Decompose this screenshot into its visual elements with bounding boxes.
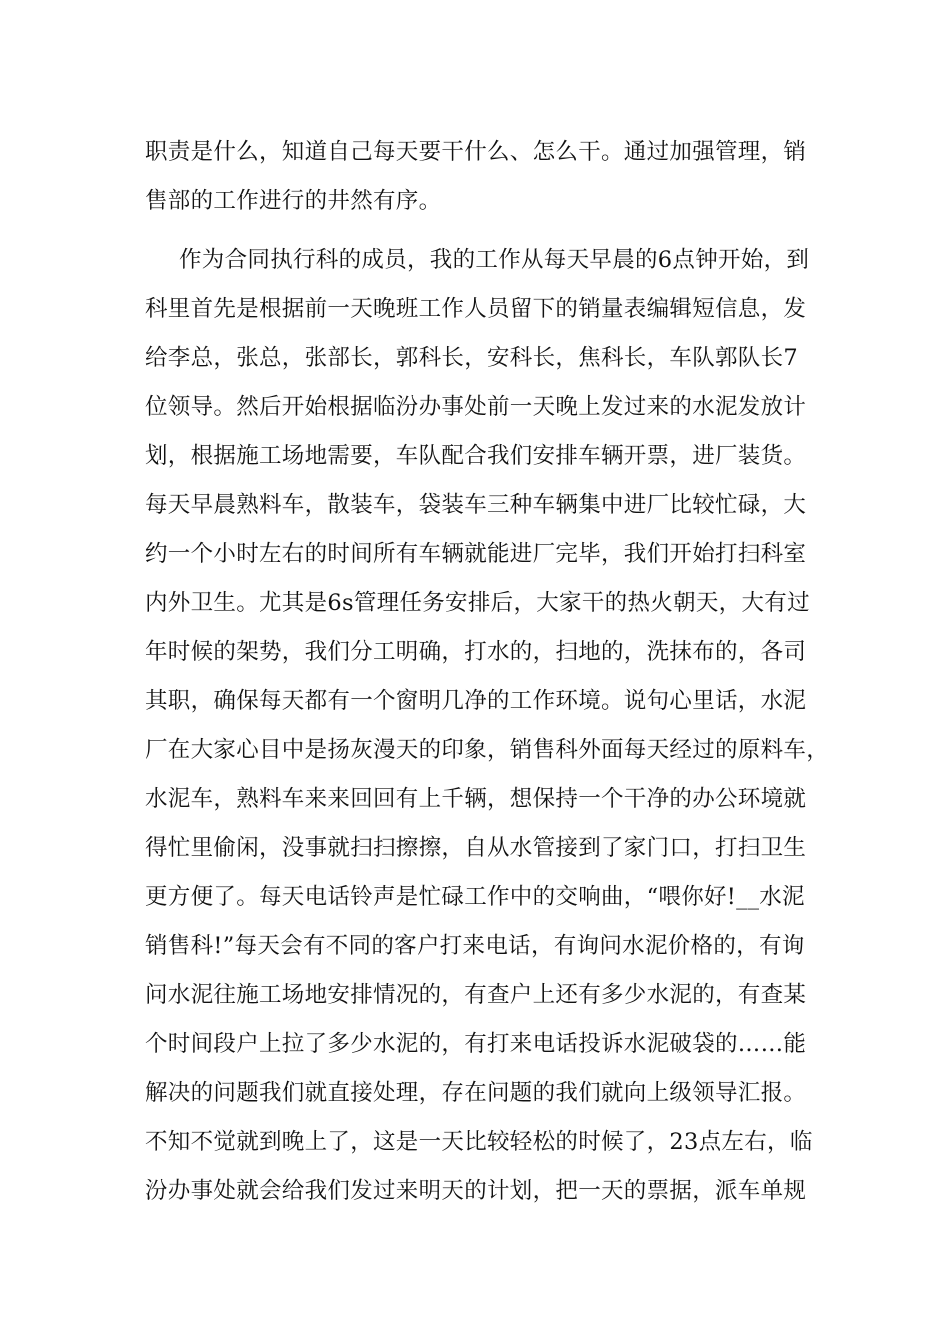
text-line: 解决的问题我们就直接处理，存在问题的我们就向上级领导汇报。 [145, 1080, 807, 1106]
text-line: 销售科!”每天会有不同的客户打来电话，有询问水泥价格的，有询 [145, 933, 805, 959]
text-line: 售部的工作进行的井然有序。 [145, 188, 442, 214]
text-line: 个时间段户上拉了多少水泥的，有打来电话投诉水泥破袋的……能 [145, 1031, 807, 1057]
text-line: 作为合同执行科的成员，我的工作从每天早晨的6点钟开始，到 [179, 247, 810, 273]
text-line: 问水泥往施工场地安排情况的，有查户上还有多少水泥的，有查某 [145, 982, 807, 1008]
paragraph-gap [145, 226, 825, 236]
text-line: 每天早晨熟料车，散装车，袋装车三种车辆集中进厂比较忙碌，大 [145, 492, 807, 518]
text-line: 其职，确保每天都有一个窗明几净的工作环境。说句心里话，水泥 [145, 688, 807, 714]
document-body [145, 128, 830, 1216]
text-line: 厂在大家心目中是扬灰漫天的印象，销售科外面每天经过的原料车， [145, 737, 830, 763]
text-line: 职责是什么，知道自己每天要干什么、怎么干。通过加强管理，销 [145, 139, 807, 165]
text-line: 不知不觉就到晚上了，这是一天比较轻松的时候了，23点左右，临 [145, 1129, 813, 1155]
text-line: 汾办事处就会给我们发过来明天的计划，把一天的票据，派车单规 [145, 1178, 807, 1204]
text-line: 得忙里偷闲，没事就扫扫擦擦，自从水管接到了家门口，打扫卫生 [145, 835, 807, 861]
text-line: 科里首先是根据前一天晚班工作人员留下的销量表编辑短信息，发 [145, 296, 807, 322]
text-line: 划，根据施工场地需要，车队配合我们安排车辆开票，进厂装货。 [145, 443, 807, 469]
text-line: 给李总，张总，张部长，郭科长，安科长，焦科长，车队郭队长7 [145, 345, 799, 371]
text-line: 更方便了。每天电话铃声是忙碌工作中的交响曲，“喂你好!__水泥 [145, 884, 805, 910]
text-line: 水泥车，熟料车来来回回有上千辆，想保持一个干净的办公环境就 [145, 786, 807, 812]
text-line: 年时候的架势，我们分工明确，打水的，扫地的，洗抹布的，各司 [145, 639, 807, 665]
text-line: 内外卫生。尤其是6s管理任务安排后，大家干的热火朝天，大有过 [145, 590, 810, 616]
text-line: 约一个小时左右的时间所有车辆就能进厂完毕，我们开始打扫科室 [145, 541, 807, 567]
text-line: 位领导。然后开始根据临汾办事处前一天晚上发过来的水泥发放计 [145, 394, 807, 420]
